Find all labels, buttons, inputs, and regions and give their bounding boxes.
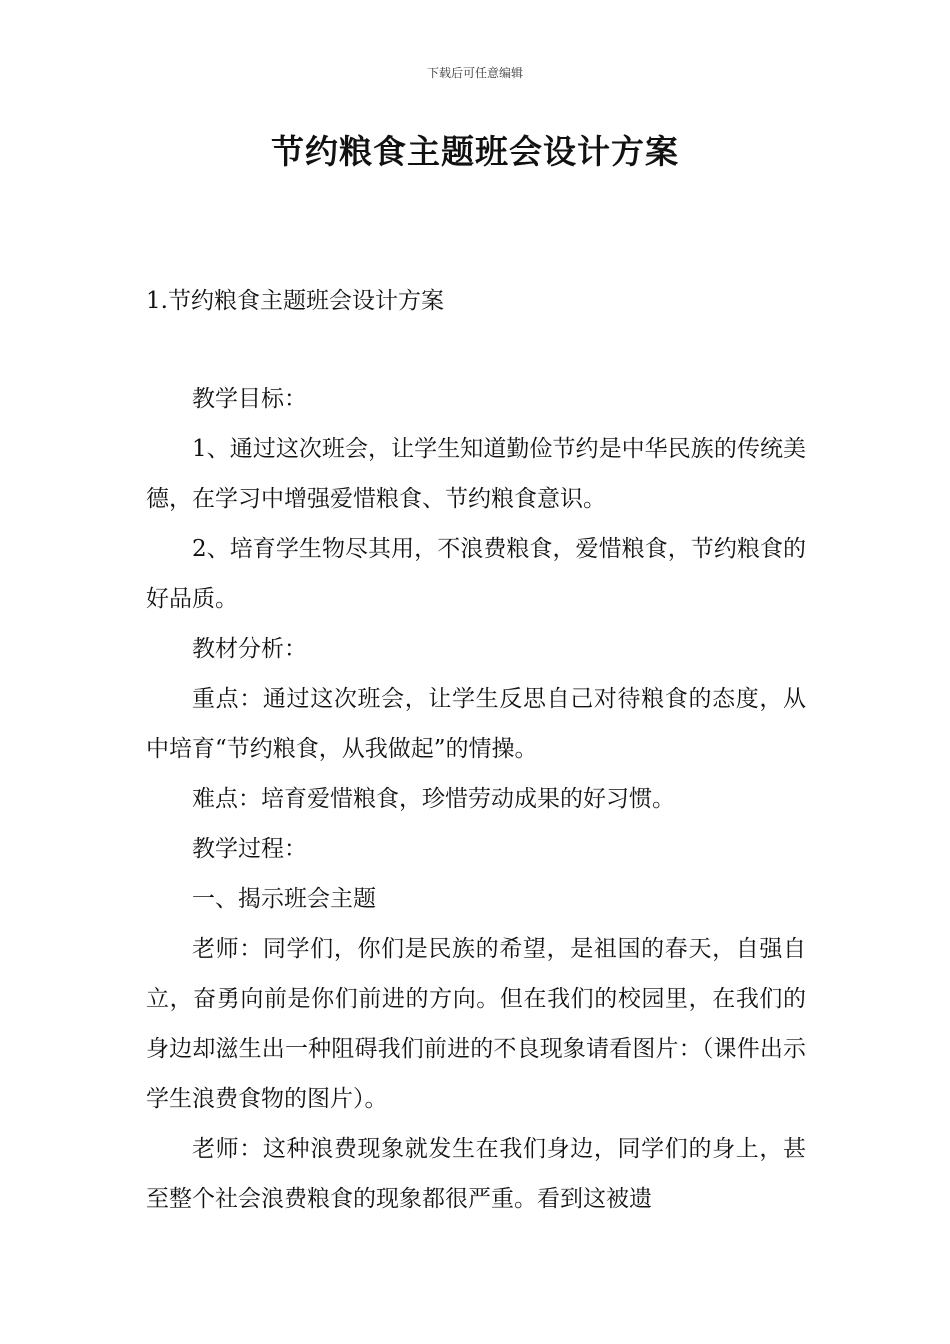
document-body [146, 374, 806, 1224]
document-title: 节约粮食主题班会设计方案 [271, 132, 679, 171]
paragraph-teaching-process-label: 教学过程： [192, 836, 307, 862]
paragraph-material-analysis-label: 教材分析： [192, 636, 307, 662]
page-header-note: 下载后可任意编辑 [426, 66, 523, 80]
paragraph-teacher-intro: 老师：同学们，你们是民族的希望，是祖国的春天，自强自立，奋勇向前是你们前进的方向。但在我们的校园里，在我们的身边却滋生出一种阻碍我们前进的不良现象请看图片：（课件出示学生浪费食物的图片）。 [146, 936, 806, 1112]
paragraph-step-1-heading: 一、揭示班会主题 [192, 886, 376, 912]
section-heading: 1.节约粮食主题班会设计方案 [146, 288, 444, 314]
paragraph-goal-2: 2、培育学生物尽其用，不浪费粮食，爱惜粮食，节约粮食的好品质。 [146, 536, 806, 612]
paragraph-teaching-goals-label: 教学目标： [192, 386, 307, 412]
paragraph-teacher-waste: 老师：这种浪费现象就发生在我们身边，同学们的身上，甚至整个社会浪费粮食的现象都很严重。看到这被遗 [146, 1136, 806, 1212]
paragraph-goal-1: 1、通过这次班会，让学生知道勤俭节约是中华民族的传统美德，在学习中增强爱惜粮食、节约粮食意识。 [146, 436, 806, 512]
paragraph-difficulty: 难点：培育爱惜粮食，珍惜劳动成果的好习惯。 [192, 786, 675, 812]
paragraph-key-point: 重点：通过这次班会，让学生反思自己对待粮食的态度，从中培育“节约粮食，从我做起”的情操。 [146, 686, 806, 762]
